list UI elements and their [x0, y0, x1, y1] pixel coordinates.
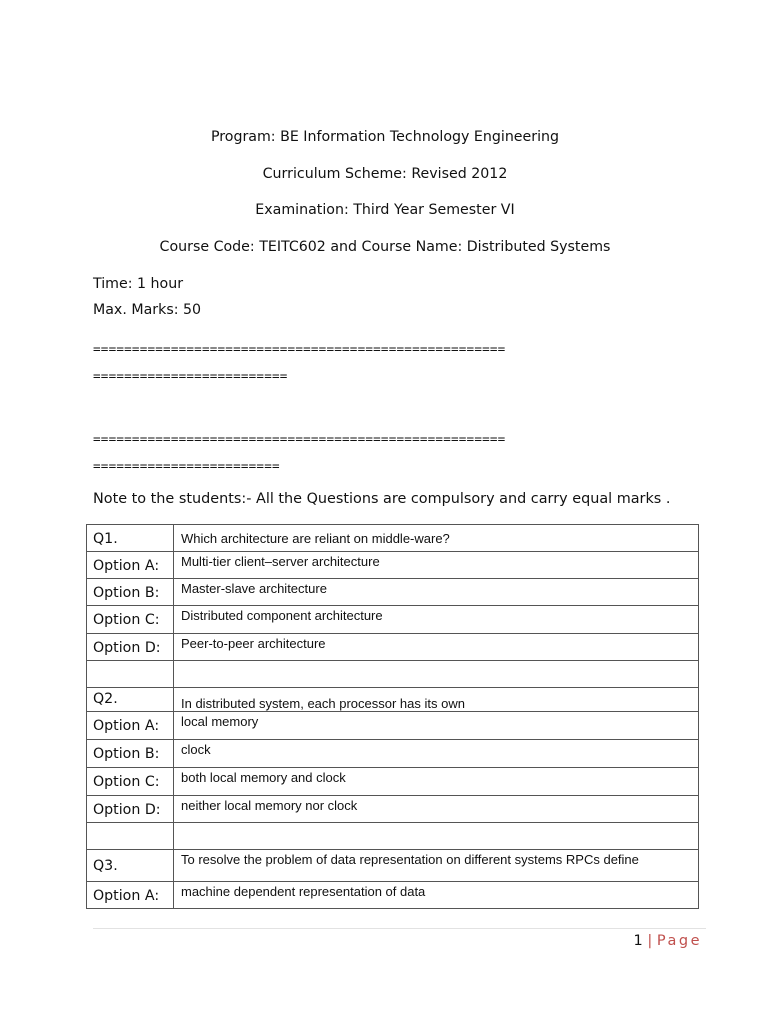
curriculum-heading: Curriculum Scheme: Revised 2012 — [262, 166, 508, 182]
question-row — [87, 688, 699, 712]
empty-row — [87, 823, 699, 850]
option-label: Option A: — [93, 558, 160, 574]
question-text: To resolve the problem of data representation on different systems RPCs define — [181, 852, 639, 867]
option-row — [87, 882, 699, 909]
option-label: Option B: — [93, 585, 160, 601]
option-row — [87, 579, 699, 606]
question-row — [87, 850, 699, 882]
option-row — [87, 796, 699, 823]
option-label: Option B: — [93, 746, 160, 762]
student-note: Note to the students:- All the Questions are compulsory and carry equal marks . — [93, 491, 671, 507]
option-label: Option A: — [93, 718, 160, 734]
question-text: Which architecture are reliant on middle-ware? — [181, 531, 450, 546]
option-text: Distributed component architecture — [181, 608, 383, 623]
option-text: Multi-tier client–server architecture — [181, 554, 380, 569]
option-label: Option A: — [93, 888, 160, 904]
option-text: Master-slave architecture — [181, 581, 327, 596]
page-word: Page — [656, 933, 702, 949]
option-row — [87, 768, 699, 796]
option-label: Option D: — [93, 802, 161, 818]
question-table — [86, 524, 699, 909]
option-text: Peer-to-peer architecture — [181, 636, 326, 651]
option-row — [87, 740, 699, 768]
option-text: neither local memory nor clock — [181, 798, 358, 813]
separator-line: ===================================================== — [93, 341, 506, 356]
question-label: Q1. — [93, 531, 118, 547]
course-heading: Course Code: TEITC602 and Course Name: Distributed Systems — [159, 239, 611, 255]
option-row — [87, 552, 699, 579]
examination-heading: Examination: Third Year Semester VI — [255, 202, 515, 218]
separator-line: ===================================================== — [93, 431, 506, 446]
option-label: Option C: — [93, 774, 160, 790]
question-text: In distributed system, each processor has its own — [181, 696, 465, 711]
time-info: Time: 1 hour — [93, 276, 184, 292]
program-heading: Program: BE Information Technology Engineering — [210, 129, 560, 145]
option-row — [87, 606, 699, 634]
question-label: Q3. — [93, 858, 118, 874]
option-text: local memory — [181, 714, 259, 729]
empty-row — [87, 661, 699, 688]
footer-divider — [93, 928, 706, 929]
separator-line: ======================== — [93, 458, 280, 473]
max-marks-info: Max. Marks: 50 — [93, 302, 202, 318]
question-label: Q2. — [93, 691, 118, 707]
question-row — [87, 525, 699, 552]
page-number: 1 — [633, 933, 643, 949]
option-label: Option D: — [93, 640, 161, 656]
option-text: clock — [181, 742, 211, 757]
option-row — [87, 712, 699, 740]
page-separator: | — [647, 933, 653, 949]
page-footer — [634, 933, 702, 949]
option-text: both local memory and clock — [181, 770, 346, 785]
option-label: Option C: — [93, 612, 160, 628]
option-text: machine dependent representation of data — [181, 884, 426, 899]
option-row — [87, 634, 699, 661]
separator-line: ========================= — [93, 368, 288, 383]
